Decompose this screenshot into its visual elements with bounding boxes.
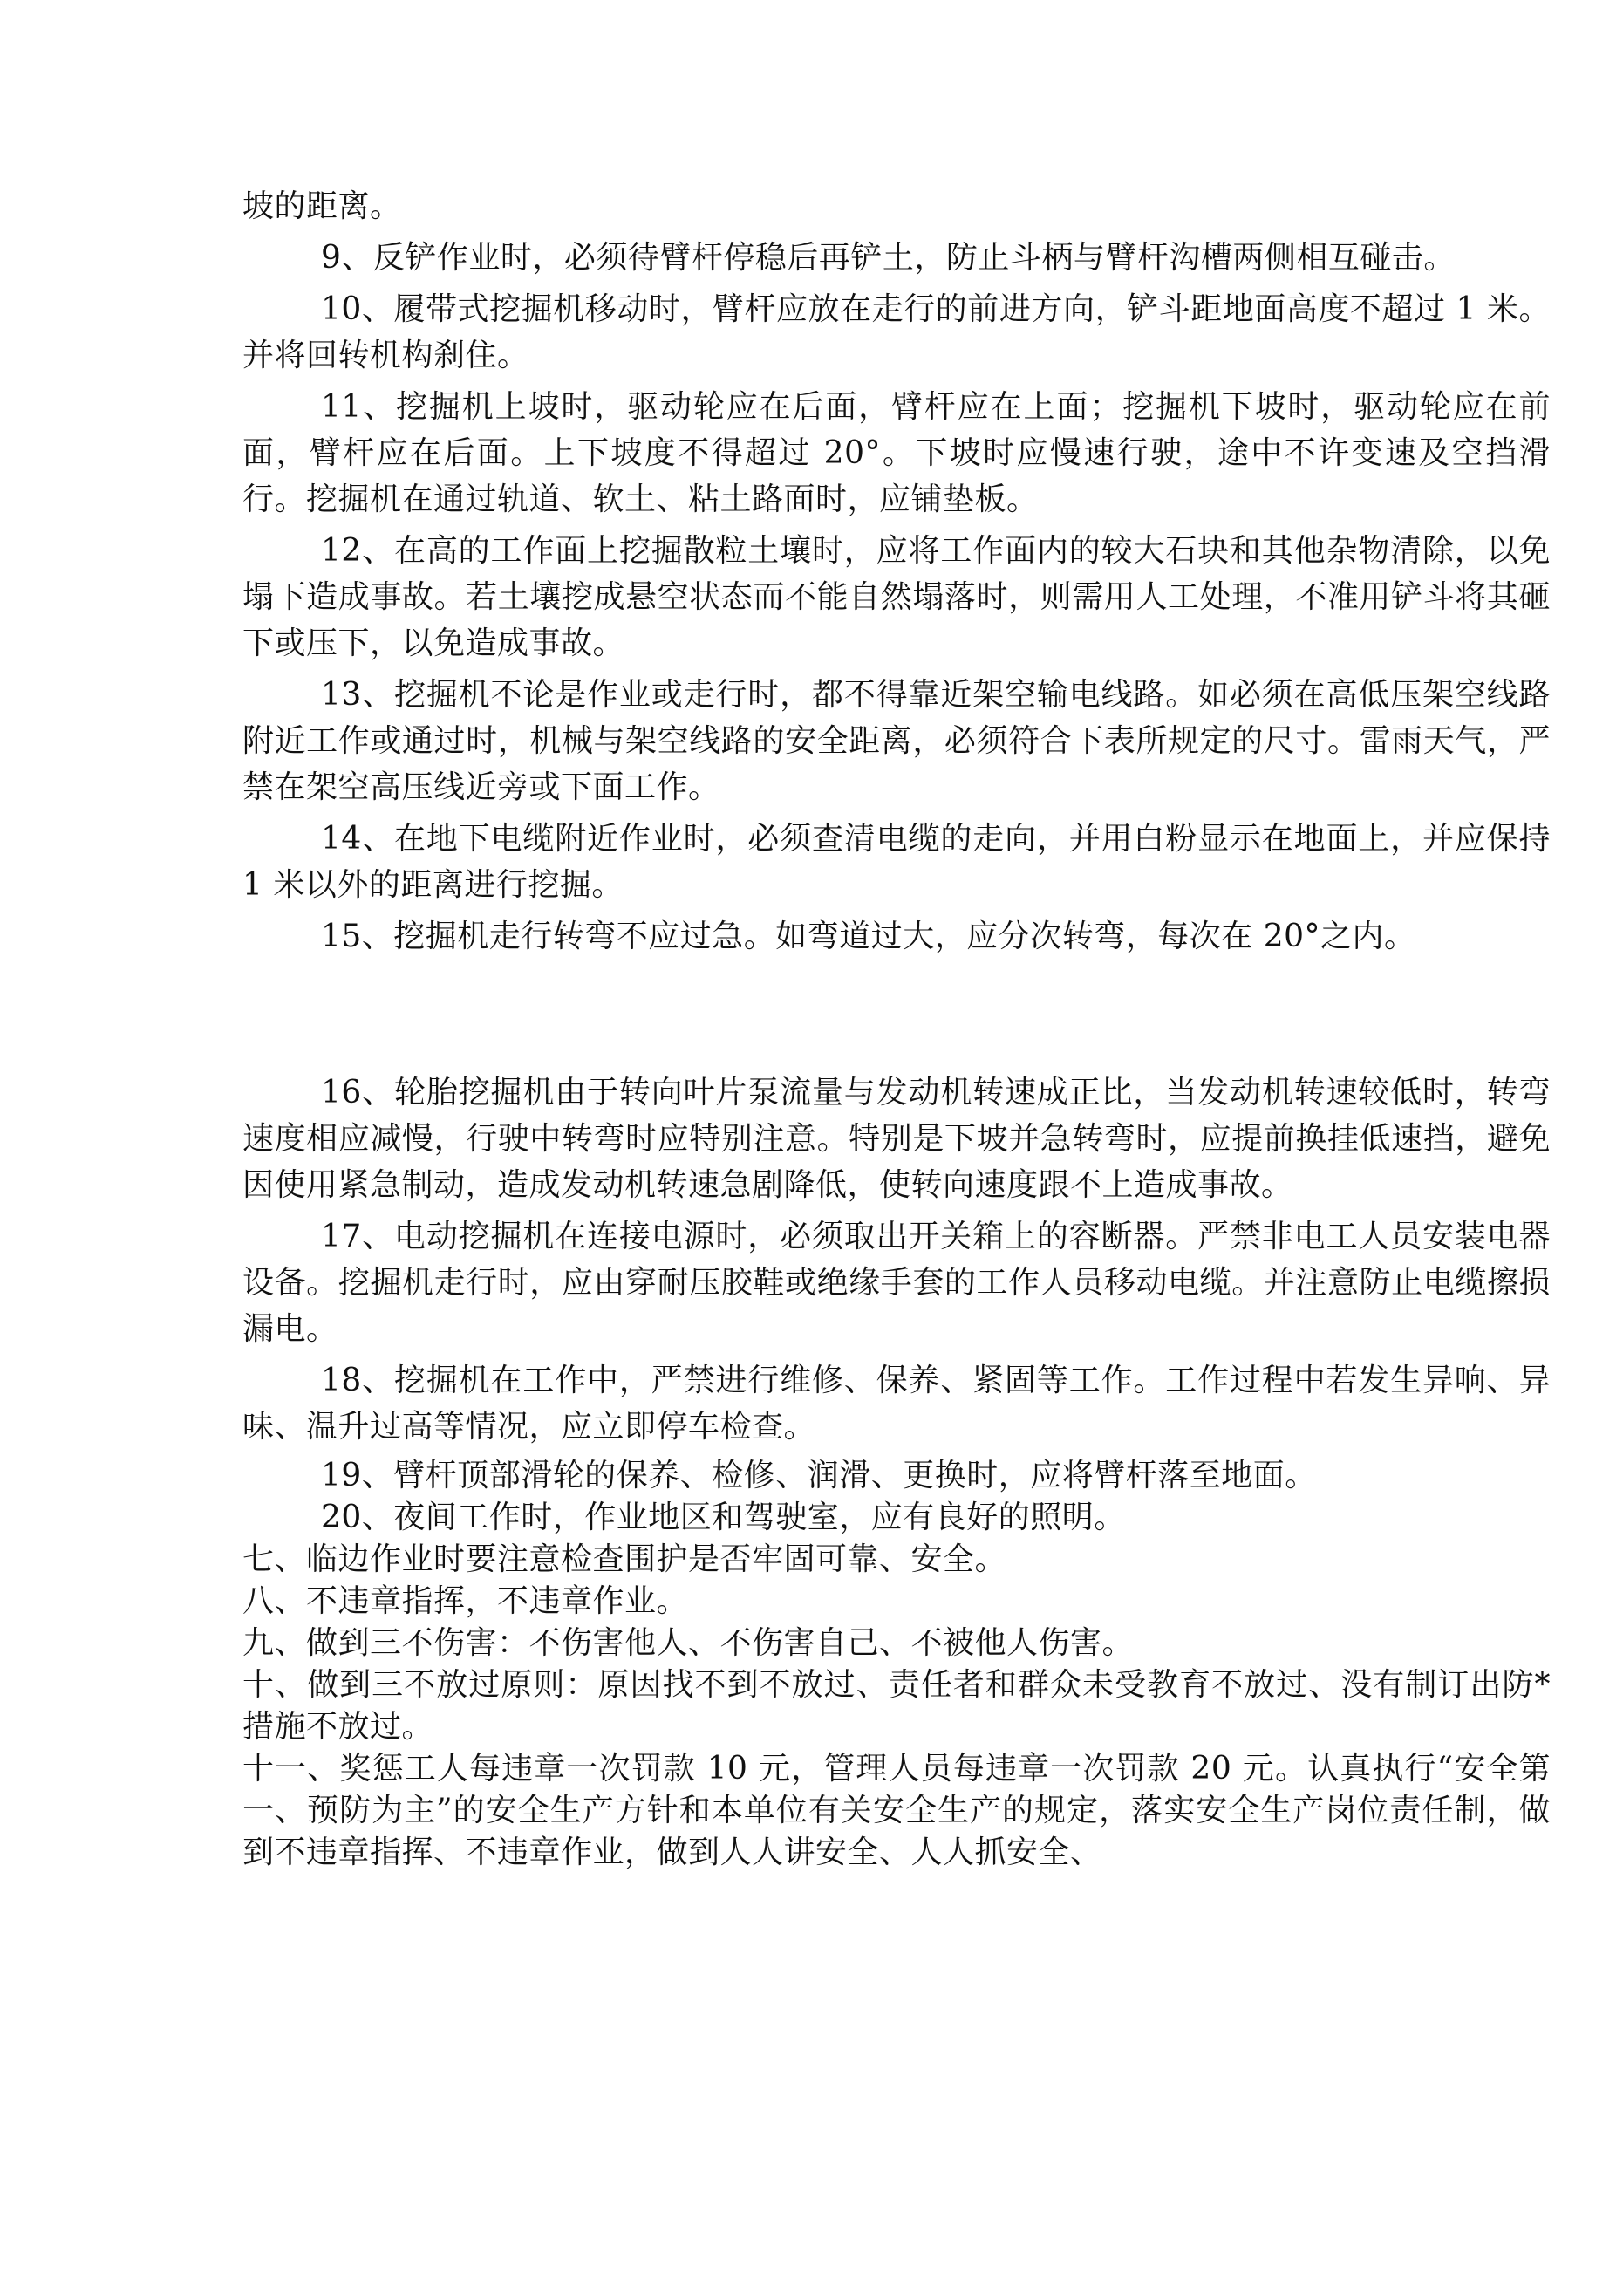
paragraph-p12: 12、在高的工作面上挖掘散粒土壤时，应将工作面内的较大石块和其他杂物清除，以免塌下造成事故。若土壤挖成悬空状态而不能自然塌落时，则需用人工处理，不准用铲斗将其砸下或压下，以免造成事故。 [242, 533, 1551, 661]
paragraph-gap [242, 965, 1551, 1069]
paragraph-p14: 14、在地下电缆附近作业时，必须查清电缆的走向，并用白粉显示在地面上，并应保持 1 米以外的距离进行挖掘。 [242, 821, 1551, 903]
paragraph-s7: 七、临边作业时要注意检查围护是否牢固可靠、安全。 [242, 1541, 1007, 1577]
bottom-paragraphs [242, 1069, 1551, 1874]
paragraph-p10: 10、履带式挖掘机移动时，臂杆应放在走行的前进方向，铲斗距地面高度不超过 1 米。并将回转机构刹住。 [242, 291, 1551, 373]
paragraph-p15: 15、挖掘机走行转弯不应过急。如弯道过大，应分次转弯，每次在 20°之内。 [321, 919, 1416, 954]
paragraph-s8: 八、不违章指挥，不违章作业。 [242, 1583, 689, 1619]
paragraph-p11: 11、挖掘机上坡时，驱动轮应在后面，臂杆应在上面；挖掘机下坡时，驱动轮应在前面，臂杆应在后面。上下坡度不得超过 20°。下坡时应慢速行驶，途中不许变速及空挡滑行。挖掘机在通过轨道、软土、粘土路面时，应铺垫板。 [242, 389, 1551, 517]
top-paragraphs [242, 183, 1551, 960]
paragraph-p20: 20、夜间工作时，作业地区和驾驶室，应有良好的照明。 [321, 1500, 1126, 1535]
paragraph-p9: 9、反铲作业时，必须待臂杆停稳后再铲土，防止斗柄与臂杆沟槽两侧相互碰击。 [321, 240, 1456, 276]
paragraph-s10: 十、做到三不放过原则：原因找不到不放过、责任者和群众未受教育不放过、没有制订出防*措施不放过。 [242, 1667, 1551, 1745]
paragraph-p18: 18、挖掘机在工作中，严禁进行维修、保养、紧固等工作。工作过程中若发生异响、异味、温升过高等情况，应立即停车检查。 [242, 1363, 1551, 1445]
paragraph-p19: 19、臂杆顶部滑轮的保养、检修、润滑、更换时，应将臂杆落至地面。 [321, 1458, 1317, 1493]
paragraph-p13: 13、挖掘机不论是作业或走行时，都不得靠近架空输电线路。如必须在高低压架空线路附近工作或通过时，机械与架空线路的安全距离，必须符合下表所规定的尺寸。雷雨天气，严禁在架空高压线近旁或下面工作。 [242, 677, 1551, 805]
paragraph-s9: 九、做到三不伤害：不伤害他人、不伤害自己、不被他人伤害。 [242, 1625, 1135, 1661]
paragraph-s11: 十一、奖惩工人每违章一次罚款 10 元，管理人员每违章一次罚款 20 元。认真执行“安全第一、预防为主”的安全生产方针和本单位有关安全生产的规定，落实安全生产岗位责任制，做到不违章指挥、不违章作业，做到人人讲安全、人人抓安全、 [242, 1751, 1551, 1870]
document-body [242, 183, 1551, 1874]
paragraph-p-cont: 坡的距离。 [242, 188, 402, 224]
paragraph-p16: 16、轮胎挖掘机由于转向叶片泵流量与发动机转速成正比，当发动机转速较低时，转弯速度相应减慢，行驶中转弯时应特别注意。特别是下坡并急转弯时，应提前换挂低速挡，避免因使用紧急制动，造成发动机转速急剧降低，使转向速度跟不上造成事故。 [242, 1075, 1551, 1203]
paragraph-p17: 17、电动挖掘机在连接电源时，必须取出开关箱上的容断器。严禁非电工人员安装电器设备。挖掘机走行时，应由穿耐压胶鞋或绝缘手套的工作人员移动电缆。并注意防止电缆擦损漏电。 [242, 1219, 1551, 1347]
